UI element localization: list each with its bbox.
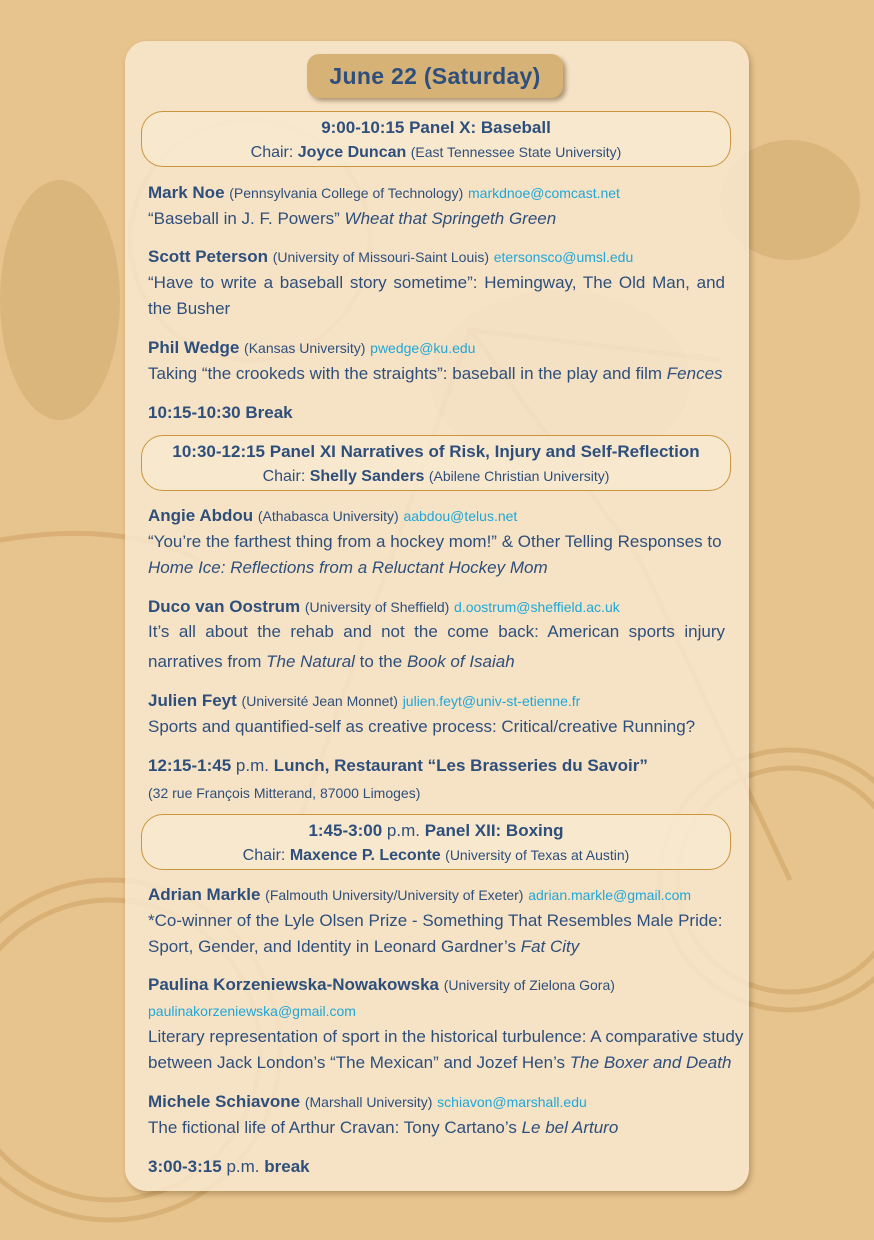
lunch-address: (32 rue François Mitterand, 87000 Limoges) bbox=[148, 785, 421, 801]
speaker-affiliation: (University of Zielona Gora) bbox=[443, 977, 615, 993]
talk-title: The fictional life of Arthur Cravan: Tony Cartano’s Le bel Arturo bbox=[148, 1118, 619, 1137]
talk-title: Literary representation of sport in the historical turbulence: A comparative study bbox=[148, 1027, 744, 1046]
speaker-line bbox=[148, 338, 725, 358]
talk-title: Taking “the crookeds with the straights”: baseball in the play and film Fences bbox=[148, 364, 723, 383]
speaker-email[interactable]: pwedge@ku.edu bbox=[370, 340, 476, 356]
speaker-line bbox=[148, 247, 725, 267]
panel-title: 9:00-10:15 Panel X: Baseball bbox=[321, 118, 551, 137]
speaker-name: Paulina Korzeniewska-Nowakowska bbox=[148, 975, 439, 994]
speaker-name: Adrian Markle bbox=[148, 885, 261, 904]
speaker-email[interactable]: aabdou@telus.net bbox=[403, 508, 518, 524]
panel-header-boxing bbox=[141, 814, 731, 870]
break-morning: 10:15-10:30 Break bbox=[148, 403, 293, 422]
panel-header-narratives bbox=[141, 435, 731, 491]
speaker-email[interactable]: etersonsco@umsl.edu bbox=[493, 249, 634, 265]
panel-chair: Chair: Joyce Duncan (East Tennessee State University) bbox=[250, 144, 622, 161]
speaker-email[interactable]: adrian.markle@gmail.com bbox=[528, 887, 692, 903]
chair-affiliation: (University of Texas at Austin) bbox=[445, 847, 630, 863]
speaker-line bbox=[148, 597, 725, 617]
speaker-affiliation: (Athabasca University) bbox=[257, 508, 399, 524]
speaker-affiliation: (Pennsylvania College of Technology) bbox=[229, 185, 464, 201]
panel-title: 10:30-12:15 Panel XI Narratives of Risk, Injury and Self-Reflection bbox=[172, 442, 700, 461]
chair-name: Shelly Sanders bbox=[309, 468, 425, 485]
speaker-name: Phil Wedge bbox=[148, 338, 240, 357]
speaker-line bbox=[148, 885, 725, 905]
chair-name: Joyce Duncan bbox=[297, 144, 407, 161]
talk-title-cont: narratives from The Natural to the Book of Isaiah bbox=[148, 652, 515, 671]
speaker-email-line bbox=[148, 1001, 725, 1021]
speaker-affiliation: (Kansas University) bbox=[244, 340, 366, 356]
speaker-affiliation: (University of Sheffield) bbox=[304, 599, 450, 615]
talk-title: “You’re the farthest thing from a hockey mom!” & Other Telling Responses to bbox=[148, 532, 722, 551]
date-heading: June 22 (Saturday) bbox=[307, 54, 563, 98]
chair-name: Maxence P. Leconte bbox=[289, 847, 441, 864]
panel-chair: Chair: Shelly Sanders (Abilene Christian University) bbox=[262, 468, 610, 485]
speaker-name: Mark Noe bbox=[148, 183, 225, 202]
lunch-break: 12:15-1:45 p.m. Lunch, Restaurant “Les Brasseries du Savoir” bbox=[148, 756, 648, 775]
speaker-name: Michele Schiavone bbox=[148, 1092, 301, 1111]
speaker-affiliation: (Université Jean Monnet) bbox=[241, 693, 398, 709]
talk-title-cont: between Jack London’s “The Mexican” and Jozef Hen’s The Boxer and Death bbox=[148, 1053, 732, 1072]
speaker-name: Angie Abdou bbox=[148, 506, 254, 525]
speaker-line bbox=[148, 1092, 725, 1112]
break-afternoon: 3:00-3:15 p.m. break bbox=[148, 1157, 310, 1176]
talk-title: Sports and quantified-self as creative process: Critical/creative Running? bbox=[148, 717, 696, 736]
speaker-email[interactable]: julien.feyt@univ-st-etienne.fr bbox=[402, 693, 581, 709]
speaker-email[interactable]: d.oostrum@sheffield.ac.uk bbox=[454, 599, 620, 615]
talk-title: *Co-winner of the Lyle Olsen Prize - Something That Resembles Male Pride: bbox=[148, 911, 723, 930]
speaker-affiliation: (Marshall University) bbox=[304, 1094, 433, 1110]
speaker-line bbox=[148, 506, 725, 526]
speaker-line bbox=[148, 183, 725, 203]
speaker-email[interactable]: paulinakorzeniewska@gmail.com bbox=[148, 1003, 356, 1019]
speaker-name: Julien Feyt bbox=[148, 691, 237, 710]
talk-title-cont: the Busher bbox=[148, 299, 231, 318]
panel-title: 1:45-3:00 p.m. Panel XII: Boxing bbox=[308, 821, 564, 840]
speaker-line bbox=[148, 691, 725, 711]
panel-chair: Chair: Maxence P. Leconte (University of Texas at Austin) bbox=[242, 847, 630, 864]
talk-title-cont: Sport, Gender, and Identity in Leonard Gardner’s Fat City bbox=[148, 937, 580, 956]
speaker-name: Duco van Oostrum bbox=[148, 597, 301, 616]
chair-affiliation: (East Tennessee State University) bbox=[410, 144, 622, 160]
speaker-affiliation: (University of Missouri-Saint Louis) bbox=[272, 249, 490, 265]
speaker-affiliation: (Falmouth University/University of Exeter) bbox=[265, 887, 524, 903]
speaker-email[interactable]: schiavon@marshall.edu bbox=[437, 1094, 587, 1110]
chair-affiliation: (Abilene Christian University) bbox=[428, 468, 610, 484]
speaker-name: Scott Peterson bbox=[148, 247, 268, 266]
speaker-email[interactable]: markdnoe@comcast.net bbox=[468, 185, 620, 201]
talk-title: “Have to write a baseball story sometime”: Hemingway, The Old Man, and bbox=[148, 273, 725, 292]
panel-header-baseball bbox=[141, 111, 731, 167]
talk-title-cont: Home Ice: Reflections from a Reluctant Hockey Mom bbox=[148, 558, 548, 577]
speaker-line bbox=[148, 975, 725, 995]
talk-title: “Baseball in J. F. Powers” Wheat that Springeth Green bbox=[148, 209, 557, 228]
talk-title: It’s all about the rehab and not the come back: American sports injury bbox=[148, 622, 725, 641]
